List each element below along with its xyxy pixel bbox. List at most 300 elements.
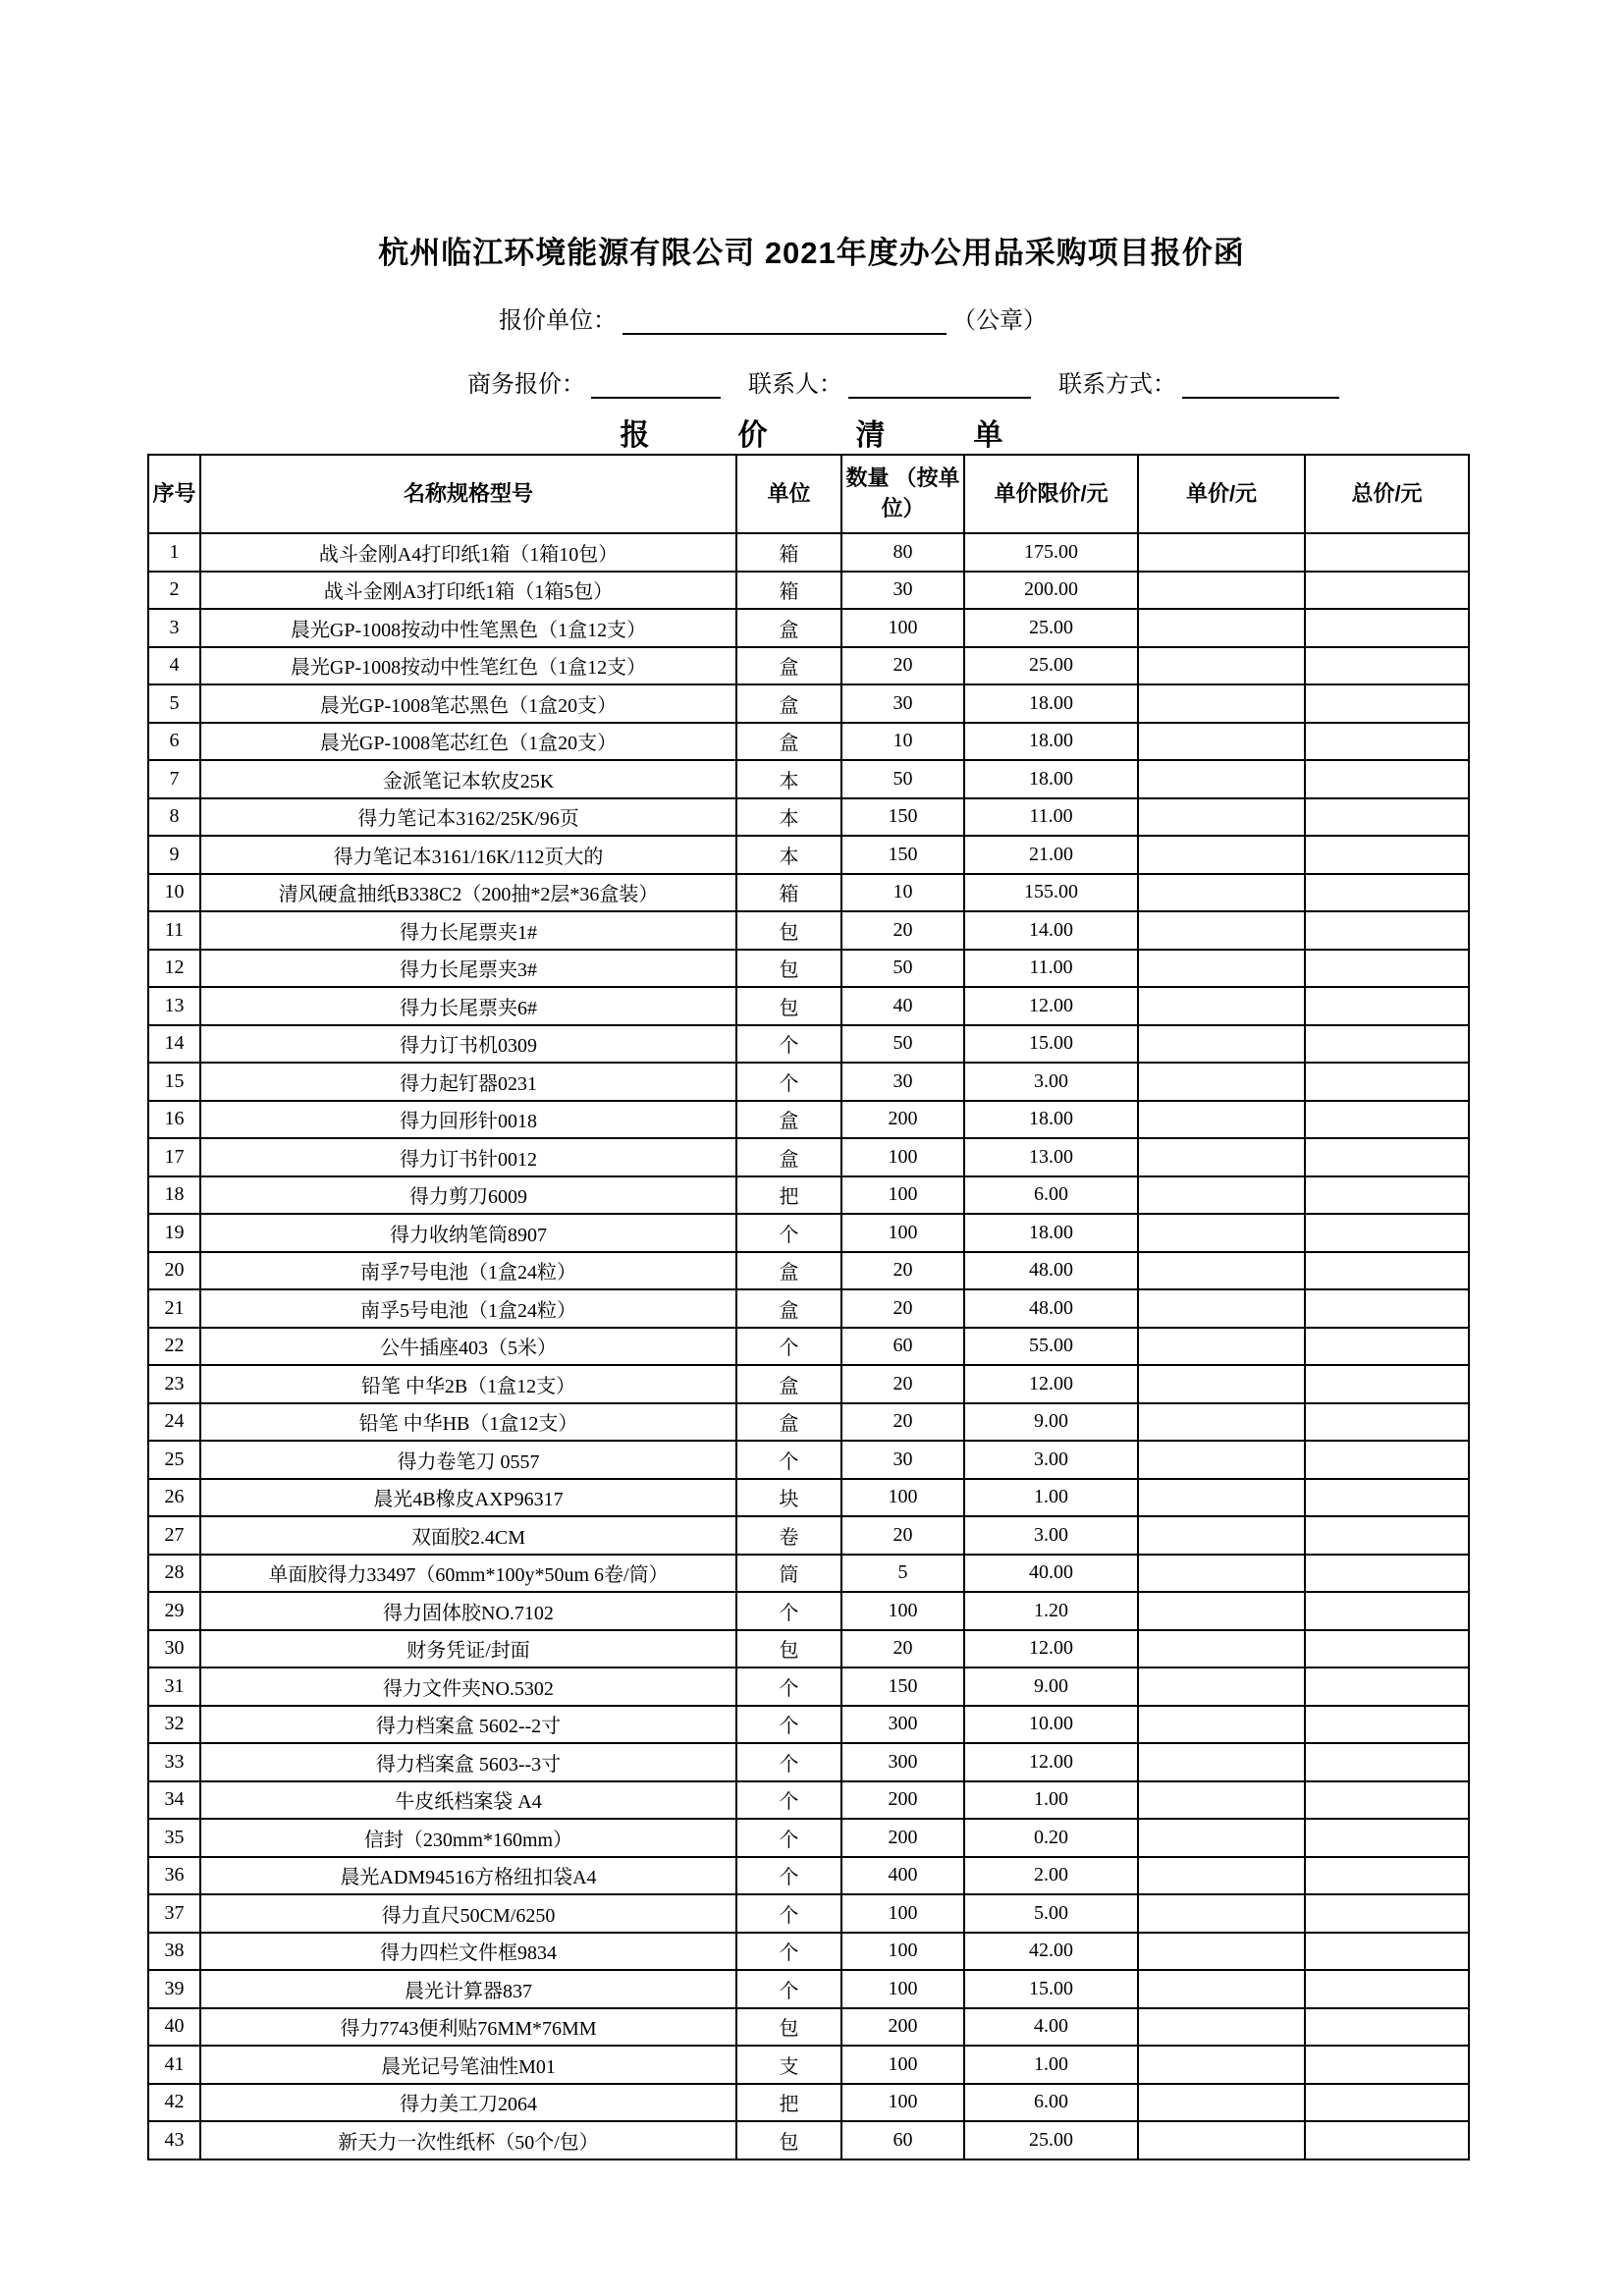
cell-price (1138, 647, 1305, 685)
col-header-total: 总价/元 (1305, 455, 1469, 533)
cell-price (1138, 1101, 1305, 1139)
cell-no: 16 (148, 1101, 200, 1139)
cell-qty: 80 (841, 533, 964, 572)
cell-limit: 10.00 (964, 1706, 1138, 1744)
table-header-row (148, 455, 1469, 533)
cell-total (1305, 1403, 1469, 1442)
cell-limit: 18.00 (964, 684, 1138, 723)
cell-unit: 盒 (736, 1138, 841, 1176)
cell-name: 得力笔记本3162/25K/96页 (200, 798, 736, 837)
cell-name: 金派笔记本软皮25K (200, 760, 736, 798)
cell-limit: 0.20 (964, 1819, 1138, 1857)
cell-unit: 把 (736, 1176, 841, 1215)
cell-no: 23 (148, 1365, 200, 1403)
cell-unit: 个 (736, 1214, 841, 1252)
cell-total (1305, 1214, 1469, 1252)
cell-price (1138, 572, 1305, 610)
document-title: 杭州临江环境能源有限公司 2021年度办公用品采购项目报价函 (378, 236, 1245, 270)
cell-price (1138, 2008, 1305, 2047)
cell-no: 34 (148, 1781, 200, 1820)
cell-no: 28 (148, 1555, 200, 1593)
cell-price (1138, 1479, 1305, 1517)
cell-total (1305, 1176, 1469, 1215)
cell-name: 战斗金刚A4打印纸1箱（1箱10包） (200, 533, 736, 572)
table-row (148, 874, 1469, 912)
cell-name: 得力订书针0012 (200, 1138, 736, 1176)
cell-qty: 20 (841, 911, 964, 950)
cell-qty: 100 (841, 609, 964, 647)
table-row (148, 1630, 1469, 1668)
cell-price (1138, 1365, 1305, 1403)
cell-unit: 盒 (736, 723, 841, 761)
cell-price (1138, 874, 1305, 912)
cell-limit: 1.20 (964, 1592, 1138, 1630)
cell-qty: 200 (841, 2008, 964, 2047)
cell-no: 14 (148, 1025, 200, 1064)
table-row (148, 1516, 1469, 1555)
table-row (148, 1328, 1469, 1366)
cell-limit: 11.00 (964, 798, 1138, 837)
cell-limit: 1.00 (964, 2046, 1138, 2084)
table-row (148, 1781, 1469, 1820)
cell-unit: 包 (736, 987, 841, 1025)
cell-price (1138, 1289, 1305, 1328)
cell-no: 39 (148, 1970, 200, 2008)
cell-name: 单面胶得力33497（60mm*100y*50um 6卷/筒） (200, 1555, 736, 1593)
cell-limit: 155.00 (964, 874, 1138, 912)
cell-no: 20 (148, 1252, 200, 1290)
cell-qty: 30 (841, 684, 964, 723)
cell-total (1305, 1706, 1469, 1744)
cell-price (1138, 2084, 1305, 2122)
cell-name: 战斗金刚A3打印纸1箱（1箱5包） (200, 572, 736, 610)
cell-total (1305, 1667, 1469, 1706)
cell-price (1138, 2121, 1305, 2159)
col-header-limit: 单价限价/元 (964, 455, 1138, 533)
cell-total (1305, 874, 1469, 912)
cell-total (1305, 836, 1469, 874)
table-row (148, 1101, 1469, 1139)
cell-no: 17 (148, 1138, 200, 1176)
cell-no: 25 (148, 1441, 200, 1479)
cell-total (1305, 987, 1469, 1025)
cell-unit: 个 (736, 1894, 841, 1933)
table-row (148, 2008, 1469, 2047)
cell-price (1138, 798, 1305, 837)
cell-unit: 把 (736, 2084, 841, 2122)
cell-unit: 盒 (736, 1101, 841, 1139)
cell-qty: 150 (841, 836, 964, 874)
cell-price (1138, 836, 1305, 874)
cell-unit: 箱 (736, 533, 841, 572)
cell-limit: 1.00 (964, 1781, 1138, 1820)
table-row (148, 950, 1469, 988)
cell-no: 37 (148, 1894, 200, 1933)
table-row (148, 1743, 1469, 1781)
cell-unit: 箱 (736, 572, 841, 610)
cell-qty: 20 (841, 1289, 964, 1328)
cell-limit: 40.00 (964, 1555, 1138, 1593)
table-row (148, 572, 1469, 610)
cell-qty: 10 (841, 723, 964, 761)
table-row (148, 911, 1469, 950)
table-row (148, 1176, 1469, 1215)
cell-limit: 12.00 (964, 987, 1138, 1025)
cell-total (1305, 1630, 1469, 1668)
table-row (148, 1819, 1469, 1857)
quote-unit-label: 报价单位： (499, 307, 617, 334)
cell-name: 晨光GP-1008笔芯红色（1盒20支） (200, 723, 736, 761)
cell-qty: 5 (841, 1555, 964, 1593)
contact-method-blank (1182, 371, 1339, 399)
cell-no: 40 (148, 2008, 200, 2047)
table-row (148, 1857, 1469, 1895)
cell-unit: 盒 (736, 609, 841, 647)
cell-total (1305, 1479, 1469, 1517)
cell-name: 得力固体胶NO.7102 (200, 1592, 736, 1630)
cell-total (1305, 1857, 1469, 1895)
table-row (148, 760, 1469, 798)
cell-unit: 包 (736, 950, 841, 988)
cell-price (1138, 911, 1305, 950)
cell-no: 4 (148, 647, 200, 685)
table-row (148, 1706, 1469, 1744)
cell-no: 30 (148, 1630, 200, 1668)
cell-no: 10 (148, 874, 200, 912)
cell-limit: 5.00 (964, 1894, 1138, 1933)
table-row (148, 2046, 1469, 2084)
cell-price (1138, 1063, 1305, 1101)
cell-unit: 个 (736, 1781, 841, 1820)
cell-limit: 12.00 (964, 1365, 1138, 1403)
cell-total (1305, 1819, 1469, 1857)
cell-total (1305, 1970, 1469, 2008)
cell-limit: 175.00 (964, 533, 1138, 572)
cell-price (1138, 760, 1305, 798)
cell-qty: 50 (841, 950, 964, 988)
cell-no: 8 (148, 798, 200, 837)
cell-price (1138, 1176, 1305, 1215)
cell-total (1305, 1328, 1469, 1366)
cell-total (1305, 533, 1469, 572)
cell-total (1305, 1289, 1469, 1328)
cell-name: 铅笔 中华2B（1盒12支） (200, 1365, 736, 1403)
cell-price (1138, 1781, 1305, 1820)
cell-no: 11 (148, 911, 200, 950)
cell-qty: 200 (841, 1819, 964, 1857)
cell-qty: 100 (841, 2084, 964, 2122)
cell-unit: 包 (736, 911, 841, 950)
cell-total (1305, 1365, 1469, 1403)
cell-unit: 个 (736, 1025, 841, 1064)
cell-total (1305, 1101, 1469, 1139)
cell-qty: 40 (841, 987, 964, 1025)
cell-limit: 2.00 (964, 1857, 1138, 1895)
cell-no: 15 (148, 1063, 200, 1101)
cell-unit: 个 (736, 1667, 841, 1706)
price-list-heading: 报 价 清 单 (620, 419, 1003, 452)
cell-no: 13 (148, 987, 200, 1025)
cell-limit: 25.00 (964, 647, 1138, 685)
cell-unit: 盒 (736, 647, 841, 685)
cell-total (1305, 647, 1469, 685)
cell-qty: 100 (841, 1970, 964, 2008)
cell-qty: 30 (841, 572, 964, 610)
cell-name: 晨光记号笔油性M01 (200, 2046, 736, 2084)
quotation-table (147, 454, 1470, 2160)
cell-limit: 3.00 (964, 1516, 1138, 1555)
cell-total (1305, 1894, 1469, 1933)
cell-total (1305, 2046, 1469, 2084)
cell-name: 晨光4B橡皮AXP96317 (200, 1479, 736, 1517)
cell-unit: 个 (736, 1706, 841, 1744)
cell-total (1305, 1025, 1469, 1064)
cell-qty: 150 (841, 1667, 964, 1706)
table-row (148, 1894, 1469, 1933)
cell-unit: 盒 (736, 1403, 841, 1442)
cell-limit: 48.00 (964, 1289, 1138, 1328)
table-row (148, 987, 1469, 1025)
cell-unit: 个 (736, 1819, 841, 1857)
cell-qty: 50 (841, 1025, 964, 1064)
cell-qty: 100 (841, 1933, 964, 1971)
cell-total (1305, 2084, 1469, 2122)
cell-limit: 6.00 (964, 1176, 1138, 1215)
cell-no: 36 (148, 1857, 200, 1895)
cell-price (1138, 987, 1305, 1025)
contact-person-blank (848, 371, 1031, 399)
quote-unit-blank (622, 307, 947, 335)
cell-total (1305, 1933, 1469, 1971)
cell-price (1138, 609, 1305, 647)
cell-limit: 200.00 (964, 572, 1138, 610)
cell-price (1138, 1819, 1305, 1857)
cell-price (1138, 1555, 1305, 1593)
table-row (148, 1441, 1469, 1479)
cell-total (1305, 609, 1469, 647)
cell-total (1305, 1555, 1469, 1593)
cell-qty: 150 (841, 798, 964, 837)
cell-limit: 15.00 (964, 1025, 1138, 1064)
table-row (148, 1592, 1469, 1630)
cell-limit: 25.00 (964, 2121, 1138, 2159)
cell-name: 财务凭证/封面 (200, 1630, 736, 1668)
col-header-unit: 单位 (736, 455, 841, 533)
cell-price (1138, 1441, 1305, 1479)
cell-total (1305, 1743, 1469, 1781)
cell-total (1305, 798, 1469, 837)
table-row (148, 609, 1469, 647)
cell-unit: 个 (736, 1970, 841, 2008)
cell-total (1305, 1781, 1469, 1820)
cell-no: 35 (148, 1819, 200, 1857)
cell-name: 得力起钉器0231 (200, 1063, 736, 1101)
cell-qty: 20 (841, 1252, 964, 1290)
table-row (148, 1555, 1469, 1593)
cell-limit: 15.00 (964, 1970, 1138, 2008)
cell-name: 南孚5号电池（1盒24粒） (200, 1289, 736, 1328)
cell-price (1138, 1025, 1305, 1064)
cell-limit: 4.00 (964, 2008, 1138, 2047)
table-row (148, 1933, 1469, 1971)
cell-price (1138, 1894, 1305, 1933)
cell-no: 41 (148, 2046, 200, 2084)
cell-no: 3 (148, 609, 200, 647)
cell-limit: 21.00 (964, 836, 1138, 874)
cell-price (1138, 2046, 1305, 2084)
cell-limit: 1.00 (964, 1479, 1138, 1517)
cell-price (1138, 1214, 1305, 1252)
cell-name: 得力收纳笔筒8907 (200, 1214, 736, 1252)
cell-limit: 18.00 (964, 1101, 1138, 1139)
cell-qty: 20 (841, 1630, 964, 1668)
cell-unit: 个 (736, 1328, 841, 1366)
cell-name: 得力卷笔刀 0557 (200, 1441, 736, 1479)
col-header-qty: 数量 （按单位） (841, 455, 964, 533)
cell-price (1138, 1328, 1305, 1366)
cell-no: 19 (148, 1214, 200, 1252)
cell-no: 24 (148, 1403, 200, 1442)
cell-no: 33 (148, 1743, 200, 1781)
table-row (148, 1252, 1469, 1290)
cell-no: 42 (148, 2084, 200, 2122)
cell-qty: 60 (841, 1328, 964, 1366)
cell-total (1305, 1516, 1469, 1555)
cell-unit: 包 (736, 1630, 841, 1668)
cell-unit: 本 (736, 798, 841, 837)
table-row (148, 1138, 1469, 1176)
cell-qty: 200 (841, 1781, 964, 1820)
cell-total (1305, 572, 1469, 610)
cell-qty: 20 (841, 647, 964, 685)
cell-qty: 20 (841, 1365, 964, 1403)
cell-limit: 25.00 (964, 609, 1138, 647)
cell-total (1305, 911, 1469, 950)
cell-name: 得力档案盒 5603--3寸 (200, 1743, 736, 1781)
cell-no: 9 (148, 836, 200, 874)
cell-qty: 100 (841, 1592, 964, 1630)
business-quote-label: 商务报价： (467, 371, 585, 398)
cell-price (1138, 1252, 1305, 1290)
cell-price (1138, 723, 1305, 761)
cell-no: 27 (148, 1516, 200, 1555)
cell-name: 得力四栏文件框9834 (200, 1933, 736, 1971)
cell-qty: 100 (841, 1894, 964, 1933)
cell-unit: 个 (736, 1592, 841, 1630)
cell-name: 得力回形针0018 (200, 1101, 736, 1139)
cell-total (1305, 1252, 1469, 1290)
cell-price (1138, 1592, 1305, 1630)
cell-unit: 卷 (736, 1516, 841, 1555)
cell-name: 公牛插座403（5米） (200, 1328, 736, 1366)
contact-method-label: 联系方式： (1058, 371, 1176, 398)
cell-qty: 100 (841, 1176, 964, 1215)
cell-name: 晨光ADM94516方格纽扣袋A4 (200, 1857, 736, 1895)
cell-no: 7 (148, 760, 200, 798)
cell-unit: 箱 (736, 874, 841, 912)
cell-limit: 48.00 (964, 1252, 1138, 1290)
table-row (148, 2084, 1469, 2122)
cell-qty: 30 (841, 1441, 964, 1479)
cell-price (1138, 1933, 1305, 1971)
cell-total (1305, 1138, 1469, 1176)
table-row (148, 1063, 1469, 1101)
cell-name: 得力长尾票夹6# (200, 987, 736, 1025)
cell-name: 晨光GP-1008笔芯黑色（1盒20支） (200, 684, 736, 723)
table-row (148, 798, 1469, 837)
table-row (148, 1970, 1469, 2008)
table-row (148, 1214, 1469, 1252)
cell-limit: 9.00 (964, 1403, 1138, 1442)
cell-no: 38 (148, 1933, 200, 1971)
cell-no: 2 (148, 572, 200, 610)
cell-limit: 6.00 (964, 2084, 1138, 2122)
cell-unit: 本 (736, 836, 841, 874)
cell-qty: 20 (841, 1403, 964, 1442)
cell-no: 43 (148, 2121, 200, 2159)
quote-unit-line (499, 301, 1047, 335)
cell-total (1305, 760, 1469, 798)
cell-no: 5 (148, 684, 200, 723)
table-row (148, 723, 1469, 761)
cell-name: 铅笔 中华HB（1盒12支） (200, 1403, 736, 1442)
cell-limit: 55.00 (964, 1328, 1138, 1366)
table-row (148, 684, 1469, 723)
table-row (148, 533, 1469, 572)
cell-name: 得力笔记本3161/16K/112页大的 (200, 836, 736, 874)
table-row (148, 1365, 1469, 1403)
cell-unit: 支 (736, 2046, 841, 2084)
cell-no: 22 (148, 1328, 200, 1366)
cell-unit: 个 (736, 1857, 841, 1895)
cell-name: 晨光GP-1008按动中性笔黑色（1盒12支） (200, 609, 736, 647)
col-header-no: 序号 (148, 455, 200, 533)
cell-name: 牛皮纸档案袋 A4 (200, 1781, 736, 1820)
cell-qty: 200 (841, 1101, 964, 1139)
cell-qty: 100 (841, 2046, 964, 2084)
cell-limit: 13.00 (964, 1138, 1138, 1176)
cell-qty: 50 (841, 760, 964, 798)
cell-unit: 包 (736, 2121, 841, 2159)
cell-qty: 300 (841, 1706, 964, 1744)
cell-name: 得力长尾票夹1# (200, 911, 736, 950)
contact-line (467, 364, 1345, 399)
cell-qty: 400 (841, 1857, 964, 1895)
cell-no: 26 (148, 1479, 200, 1517)
cell-no: 6 (148, 723, 200, 761)
cell-name: 双面胶2.4CM (200, 1516, 736, 1555)
cell-price (1138, 950, 1305, 988)
table-row (148, 1289, 1469, 1328)
business-quote-blank (591, 371, 721, 399)
cell-price (1138, 1743, 1305, 1781)
cell-name: 南孚7号电池（1盒24粒） (200, 1252, 736, 1290)
cell-total (1305, 2008, 1469, 2047)
cell-price (1138, 1970, 1305, 2008)
cell-name: 得力文件夹NO.5302 (200, 1667, 736, 1706)
cell-unit: 本 (736, 760, 841, 798)
table-row (148, 1667, 1469, 1706)
cell-limit: 18.00 (964, 1214, 1138, 1252)
cell-limit: 3.00 (964, 1063, 1138, 1101)
cell-no: 21 (148, 1289, 200, 1328)
cell-qty: 10 (841, 874, 964, 912)
cell-price (1138, 1667, 1305, 1706)
cell-name: 得力订书机0309 (200, 1025, 736, 1064)
cell-price (1138, 1516, 1305, 1555)
cell-price (1138, 1630, 1305, 1668)
table-row (148, 2121, 1469, 2159)
